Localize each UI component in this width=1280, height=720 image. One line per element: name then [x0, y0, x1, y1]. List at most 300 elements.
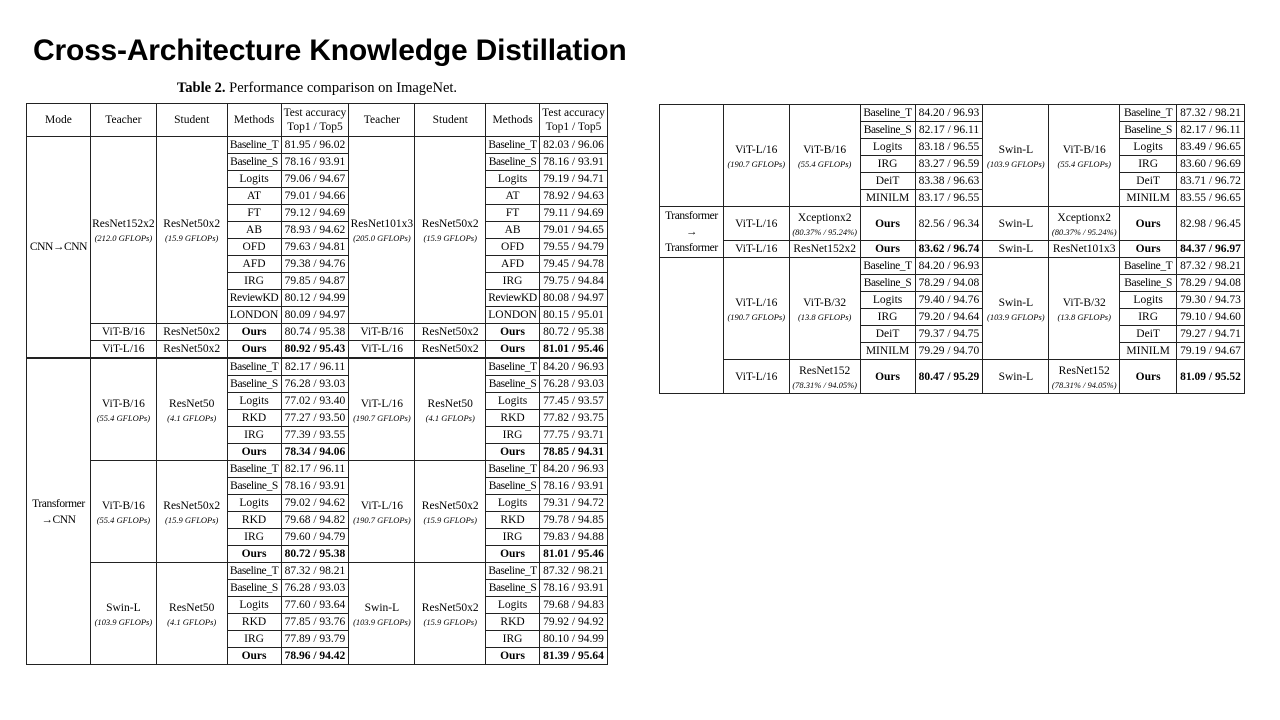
header-mode: Mode	[27, 104, 91, 137]
method-cell: Ours	[486, 546, 540, 563]
student-cell	[415, 137, 486, 324]
accuracy-cell: 79.37 / 94.75	[915, 326, 983, 343]
accuracy-cell: 78.93 / 94.62	[281, 222, 349, 239]
accuracy-cell: 79.63 / 94.81	[281, 239, 349, 256]
accuracy-cell: 79.55 / 94.79	[540, 239, 608, 256]
method-cell: Logits	[860, 292, 915, 309]
teacher-cell: ViT-B/16	[90, 324, 156, 341]
header-accuracy	[281, 104, 349, 137]
teacher-flops: (103.9 GFLOPs)	[987, 158, 1045, 169]
accuracy-cell: 78.16 / 93.91	[540, 478, 608, 495]
method-cell: Ours	[486, 341, 540, 359]
accuracy-cell: 79.68 / 94.82	[281, 512, 349, 529]
method-cell: Baseline_S	[227, 478, 281, 495]
accuracy-cell: 79.85 / 94.87	[281, 273, 349, 290]
method-cell: Baseline_T	[1120, 105, 1177, 122]
student-cell-text: ViT-B/32	[1062, 296, 1106, 309]
method-cell: Logits	[1120, 139, 1177, 156]
teacher-cell	[90, 461, 156, 563]
method-cell: IRG	[860, 309, 915, 326]
mode-line1: Transformer	[32, 497, 85, 510]
table-row	[27, 358, 608, 376]
method-cell: LONDON	[486, 307, 540, 324]
accuracy-cell: 83.17 / 96.55	[915, 190, 983, 207]
table-row	[660, 360, 1245, 394]
teacher-cell	[349, 461, 415, 563]
method-cell: IRG	[227, 529, 281, 546]
student-cell-text: ViT-B/16	[1062, 143, 1106, 156]
student-flops: (4.1 GFLOPs)	[425, 412, 475, 423]
accuracy-cell: 82.03 / 96.06	[540, 137, 608, 154]
accuracy-cell: 83.27 / 96.59	[915, 156, 983, 173]
table-caption-label: Table 2.	[176, 80, 226, 96]
method-cell: Logits	[227, 495, 281, 512]
student-cell-text: ResNet50x2	[163, 218, 221, 230]
accuracy-cell: 76.28 / 93.03	[540, 376, 608, 393]
mode-cell: CNN→CNN	[27, 137, 91, 359]
student-flops: (15.9 GFLOPs)	[165, 233, 219, 243]
student-cell-text: ResNet50	[427, 397, 473, 410]
method-cell: Ours	[1120, 207, 1177, 241]
method-cell: ReviewKD	[486, 290, 540, 307]
teacher-cell: ViT-L/16	[723, 360, 789, 394]
mode-cell-empty	[660, 105, 724, 207]
header-student: Student	[156, 104, 227, 137]
method-cell: Ours	[227, 546, 281, 563]
accuracy-cell: 82.17 / 96.11	[281, 461, 349, 478]
accuracy-cell: 83.62 / 96.74	[915, 241, 983, 258]
method-cell: Ours	[227, 648, 281, 665]
student-cell	[1049, 207, 1120, 241]
accuracy-cell: 79.12 / 94.69	[281, 205, 349, 222]
accuracy-cell: 78.16 / 93.91	[281, 478, 349, 495]
student-cell	[156, 137, 227, 324]
student-cell-text: ViT-B/32	[803, 296, 847, 309]
transformer-transformer-table	[659, 104, 1245, 394]
table-row	[660, 241, 1245, 258]
table-caption	[26, 80, 608, 97]
mode-line2: →CNN	[41, 513, 76, 526]
teacher-cell	[983, 105, 1049, 207]
teacher-cell-text: Swin-L	[998, 143, 1034, 156]
accuracy-cell: 80.12 / 94.99	[281, 290, 349, 307]
method-cell: FT	[486, 205, 540, 222]
teacher-cell	[983, 258, 1049, 360]
accuracy-cell: 79.92 / 94.92	[540, 614, 608, 631]
student-flops: (15.9 GFLOPs)	[423, 514, 477, 525]
accuracy-cell: 79.20 / 94.64	[915, 309, 983, 326]
student-cell	[156, 358, 227, 461]
accuracy-cell: 78.29 / 94.08	[915, 275, 983, 292]
student-cell: ResNet152x2	[789, 241, 860, 258]
method-cell: Baseline_T	[1120, 258, 1177, 275]
accuracy-cell: 79.01 / 94.65	[540, 222, 608, 239]
method-cell: IRG	[486, 631, 540, 648]
accuracy-cell: 81.09 / 95.52	[1177, 360, 1245, 394]
accuracy-cell: 79.60 / 94.79	[281, 529, 349, 546]
accuracy-cell: 87.32 / 98.21	[1177, 105, 1245, 122]
accuracy-cell: 84.37 / 96.97	[1177, 241, 1245, 258]
teacher-flops: (190.7 GFLOPs)	[727, 311, 786, 322]
teacher-cell-text: ResNet101x3	[350, 218, 414, 230]
accuracy-cell: 77.89 / 93.79	[281, 631, 349, 648]
accuracy-cell: 79.83 / 94.88	[540, 529, 608, 546]
method-cell: Baseline_T	[227, 563, 281, 580]
method-cell: AT	[486, 188, 540, 205]
method-cell: DeiT	[1120, 173, 1177, 190]
method-cell: AT	[227, 188, 281, 205]
teacher-flops: (55.4 GFLOPs)	[96, 412, 151, 423]
accuracy-cell: 83.18 / 96.55	[915, 139, 983, 156]
teacher-cell	[349, 358, 415, 461]
method-cell: DeiT	[1120, 326, 1177, 343]
method-cell: Ours	[227, 444, 281, 461]
method-cell: Logits	[227, 393, 281, 410]
method-cell: Ours	[227, 341, 281, 359]
teacher-cell	[90, 563, 156, 665]
method-cell: IRG	[227, 631, 281, 648]
teacher-cell-text: ViT-L/16	[360, 499, 404, 512]
teacher-flops: (55.4 GFLOPs)	[96, 514, 151, 525]
method-cell: Baseline_T	[486, 137, 540, 154]
student-cell: ResNet50x2	[415, 341, 486, 359]
teacher-cell: ViT-L/16	[349, 341, 415, 359]
method-cell: Baseline_S	[227, 154, 281, 171]
method-cell: IRG	[227, 273, 281, 290]
student-flops: (4.1 GFLOPs)	[167, 616, 217, 627]
header-teacher: Teacher	[90, 104, 156, 137]
method-cell: IRG	[1120, 309, 1177, 326]
accuracy-cell: 79.78 / 94.85	[540, 512, 608, 529]
student-flops: (15.9 GFLOPs)	[423, 233, 477, 243]
accuracy-cell: 87.32 / 98.21	[281, 563, 349, 580]
student-acc: (78.31% / 94.05%)	[1051, 379, 1117, 390]
teacher-cell	[349, 563, 415, 665]
teacher-cell-text: Swin-L	[106, 601, 141, 614]
method-cell: IRG	[227, 427, 281, 444]
teacher-cell: ViT-L/16	[723, 241, 789, 258]
imagenet-comparison-table	[26, 103, 608, 665]
method-cell: AFD	[486, 256, 540, 273]
accuracy-cell: 83.71 / 96.72	[1177, 173, 1245, 190]
method-cell: Baseline_T	[227, 137, 281, 154]
method-cell: Logits	[486, 171, 540, 188]
teacher-cell: ViT-B/16	[349, 324, 415, 341]
method-cell: Baseline_S	[486, 154, 540, 171]
teacher-cell	[90, 358, 156, 461]
accuracy-cell: 79.10 / 94.60	[1177, 309, 1245, 326]
teacher-cell	[90, 137, 156, 324]
method-cell: RKD	[227, 410, 281, 427]
teacher-cell-text: ViT-L/16	[735, 143, 778, 156]
method-cell: RKD	[227, 512, 281, 529]
teacher-cell	[349, 137, 415, 324]
table-row	[660, 258, 1245, 275]
accuracy-cell: 76.28 / 93.03	[281, 376, 349, 393]
teacher-cell-text: ViT-B/16	[101, 397, 145, 410]
accuracy-cell: 82.56 / 96.34	[915, 207, 983, 241]
method-cell: IRG	[1120, 156, 1177, 173]
method-cell: Ours	[860, 360, 915, 394]
method-cell: Ours	[1120, 360, 1177, 394]
accuracy-cell: 82.98 / 96.45	[1177, 207, 1245, 241]
teacher-cell: ViT-L/16	[90, 341, 156, 359]
accuracy-cell: 87.32 / 98.21	[540, 563, 608, 580]
method-cell: RKD	[486, 512, 540, 529]
method-cell: Baseline_S	[860, 122, 915, 139]
student-cell-text: ResNet152	[799, 364, 851, 377]
student-flops: (4.1 GFLOPs)	[167, 412, 217, 423]
method-cell: AB	[227, 222, 281, 239]
table-row	[27, 137, 608, 154]
accuracy-cell: 79.31 / 94.72	[540, 495, 608, 512]
accuracy-cell: 84.20 / 96.93	[540, 461, 608, 478]
mode-cell	[27, 358, 91, 665]
teacher-cell-text: Swin-L	[998, 296, 1034, 309]
method-cell: Baseline_T	[486, 563, 540, 580]
mode-line2: →	[685, 226, 697, 238]
header-accuracy-line1: Test accuracy	[283, 107, 347, 119]
method-cell: LONDON	[227, 307, 281, 324]
method-cell: Ours	[1120, 241, 1177, 258]
accuracy-cell: 78.96 / 94.42	[281, 648, 349, 665]
accuracy-cell: 79.06 / 94.67	[281, 171, 349, 188]
student-cell	[1049, 105, 1120, 207]
method-cell: OFD	[486, 239, 540, 256]
method-cell: MINILM	[1120, 190, 1177, 207]
table-row	[27, 324, 608, 341]
accuracy-cell: 80.08 / 94.97	[540, 290, 608, 307]
method-cell: ReviewKD	[227, 290, 281, 307]
method-cell: Baseline_S	[1120, 122, 1177, 139]
teacher-cell: ViT-L/16	[723, 207, 789, 241]
accuracy-cell: 79.01 / 94.66	[281, 188, 349, 205]
student-cell	[1049, 258, 1120, 360]
method-cell: IRG	[486, 529, 540, 546]
teacher-cell	[723, 258, 789, 360]
student-flops: (13.8 GFLOPs)	[1057, 311, 1111, 322]
student-cell	[415, 461, 486, 563]
header-accuracy	[540, 104, 608, 137]
student-cell-text: ResNet50	[169, 397, 215, 410]
table-header-row	[27, 104, 608, 137]
accuracy-cell: 77.45 / 93.57	[540, 393, 608, 410]
method-cell: OFD	[227, 239, 281, 256]
student-cell	[789, 360, 860, 394]
table-row	[27, 341, 608, 359]
teacher-cell-text: Swin-L	[364, 601, 400, 614]
accuracy-cell: 78.16 / 93.91	[540, 154, 608, 171]
accuracy-cell: 79.27 / 94.71	[1177, 326, 1245, 343]
student-flops: (15.9 GFLOPs)	[165, 514, 219, 525]
teacher-flops: (190.7 GFLOPs)	[727, 158, 786, 169]
method-cell: Ours	[486, 324, 540, 341]
student-flops: (15.9 GFLOPs)	[423, 616, 477, 627]
student-flops: (55.4 GFLOPs)	[797, 158, 852, 169]
accuracy-cell: 81.01 / 95.46	[540, 546, 608, 563]
header-accuracy-line1: Test accuracy	[542, 107, 605, 119]
header-accuracy-line2: Top1 / Top5	[545, 121, 602, 133]
accuracy-cell: 79.75 / 94.84	[540, 273, 608, 290]
student-cell-text: ViT-B/16	[803, 143, 847, 156]
student-cell: ResNet50x2	[156, 324, 227, 341]
method-cell: Logits	[1120, 292, 1177, 309]
teacher-flops: (205.0 GFLOPs)	[353, 233, 411, 243]
accuracy-cell: 78.16 / 93.91	[281, 154, 349, 171]
table-caption-text: Performance comparison on ImageNet.	[225, 80, 458, 96]
method-cell: DeiT	[860, 173, 915, 190]
student-cell	[789, 258, 860, 360]
method-cell: FT	[227, 205, 281, 222]
method-cell: Logits	[860, 139, 915, 156]
mode-line1: Transformer	[665, 210, 718, 222]
table-row	[660, 207, 1245, 241]
method-cell: IRG	[860, 156, 915, 173]
accuracy-cell: 78.85 / 94.31	[540, 444, 608, 461]
method-cell: RKD	[486, 614, 540, 631]
accuracy-cell: 82.17 / 96.11	[1177, 122, 1245, 139]
student-cell	[415, 563, 486, 665]
accuracy-cell: 77.82 / 93.75	[540, 410, 608, 427]
method-cell: AB	[486, 222, 540, 239]
method-cell: Baseline_T	[227, 461, 281, 478]
accuracy-cell: 77.60 / 93.64	[281, 597, 349, 614]
method-cell: MINILM	[1120, 343, 1177, 360]
accuracy-cell: 80.74 / 95.38	[281, 324, 349, 341]
method-cell: Baseline_T	[486, 461, 540, 478]
accuracy-cell: 79.19 / 94.71	[540, 171, 608, 188]
method-cell: Baseline_S	[486, 580, 540, 597]
accuracy-cell: 77.27 / 93.50	[281, 410, 349, 427]
method-cell: IRG	[486, 427, 540, 444]
accuracy-cell: 77.02 / 93.40	[281, 393, 349, 410]
method-cell: Baseline_T	[227, 358, 281, 376]
student-cell-text: ResNet50x2	[421, 499, 479, 512]
teacher-cell-text: ViT-L/16	[735, 296, 778, 309]
teacher-cell: Swin-L	[983, 241, 1049, 258]
method-cell: RKD	[227, 614, 281, 631]
slide-title: Cross-Architecture Knowledge Distillation	[33, 34, 627, 67]
header-accuracy-line2: Top1 / Top5	[287, 121, 343, 133]
accuracy-cell: 78.92 / 94.63	[540, 188, 608, 205]
method-cell: AFD	[227, 256, 281, 273]
student-cell-text: ResNet50	[169, 601, 215, 614]
teacher-cell-text: ViT-L/16	[360, 397, 404, 410]
teacher-flops: (212.0 GFLOPs)	[94, 233, 153, 243]
method-cell: Baseline_S	[486, 376, 540, 393]
method-cell: Logits	[227, 171, 281, 188]
header-student: Student	[415, 104, 486, 137]
student-cell: ResNet50x2	[415, 324, 486, 341]
student-cell	[789, 207, 860, 241]
teacher-cell	[723, 105, 789, 207]
accuracy-cell: 83.49 / 96.65	[1177, 139, 1245, 156]
accuracy-cell: 79.11 / 94.69	[540, 205, 608, 222]
student-cell-text: Xceptionx2	[1057, 211, 1112, 224]
table-row	[27, 563, 608, 580]
method-cell: Ours	[486, 444, 540, 461]
accuracy-cell: 76.28 / 93.03	[281, 580, 349, 597]
student-cell-text: ResNet50x2	[163, 499, 221, 512]
accuracy-cell: 84.20 / 96.93	[915, 105, 983, 122]
accuracy-cell: 77.75 / 93.71	[540, 427, 608, 444]
accuracy-cell: 77.39 / 93.55	[281, 427, 349, 444]
accuracy-cell: 77.85 / 93.76	[281, 614, 349, 631]
teacher-cell: Swin-L	[983, 360, 1049, 394]
method-cell: RKD	[486, 410, 540, 427]
accuracy-cell: 84.20 / 96.93	[915, 258, 983, 275]
accuracy-cell: 83.38 / 96.63	[915, 173, 983, 190]
teacher-flops: (190.7 GFLOPs)	[353, 514, 411, 525]
method-cell: Logits	[486, 495, 540, 512]
student-acc: (80.37% / 95.24%)	[792, 226, 857, 237]
method-cell: Baseline_S	[1120, 275, 1177, 292]
accuracy-cell: 83.55 / 96.65	[1177, 190, 1245, 207]
student-cell-text: ResNet50x2	[421, 218, 479, 230]
method-cell: Logits	[486, 393, 540, 410]
accuracy-cell: 79.30 / 94.73	[1177, 292, 1245, 309]
method-cell: Baseline_S	[860, 275, 915, 292]
method-cell: Baseline_T	[860, 105, 915, 122]
accuracy-cell: 87.32 / 98.21	[1177, 258, 1245, 275]
student-flops: (13.8 GFLOPs)	[797, 311, 852, 322]
student-flops: (55.4 GFLOPs)	[1057, 158, 1111, 169]
accuracy-cell: 79.29 / 94.70	[915, 343, 983, 360]
student-cell	[789, 105, 860, 207]
mode-cell-empty	[660, 258, 724, 394]
teacher-flops: (190.7 GFLOPs)	[353, 412, 411, 423]
student-cell	[156, 461, 227, 563]
accuracy-cell: 80.72 / 95.38	[281, 546, 349, 563]
student-cell-text: Xceptionx2	[797, 211, 852, 224]
method-cell: Baseline_S	[227, 376, 281, 393]
accuracy-cell: 79.19 / 94.67	[1177, 343, 1245, 360]
method-cell: Ours	[227, 324, 281, 341]
method-cell: IRG	[486, 273, 540, 290]
method-cell: Logits	[486, 597, 540, 614]
accuracy-cell: 82.17 / 96.11	[281, 358, 349, 376]
student-cell	[156, 563, 227, 665]
student-cell: ResNet101x3	[1049, 241, 1120, 258]
student-cell-text: ResNet152	[1058, 364, 1110, 377]
header-methods: Methods	[486, 104, 540, 137]
student-acc: (78.31% / 94.05%)	[792, 379, 857, 390]
mode-cell	[660, 207, 724, 258]
method-cell: MINILM	[860, 190, 915, 207]
accuracy-cell: 80.72 / 95.38	[540, 324, 608, 341]
student-cell	[1049, 360, 1120, 394]
method-cell: Baseline_S	[486, 478, 540, 495]
student-acc: (80.37% / 95.24%)	[1051, 226, 1117, 237]
accuracy-cell: 78.29 / 94.08	[1177, 275, 1245, 292]
teacher-cell-text: ResNet152x2	[92, 218, 155, 230]
accuracy-cell: 80.09 / 94.97	[281, 307, 349, 324]
accuracy-cell: 81.39 / 95.64	[540, 648, 608, 665]
accuracy-cell: 79.40 / 94.76	[915, 292, 983, 309]
accuracy-cell: 82.17 / 96.11	[915, 122, 983, 139]
accuracy-cell: 79.02 / 94.62	[281, 495, 349, 512]
student-cell	[415, 358, 486, 461]
accuracy-cell: 79.68 / 94.83	[540, 597, 608, 614]
method-cell: Baseline_T	[486, 358, 540, 376]
accuracy-cell: 80.47 / 95.29	[915, 360, 983, 394]
accuracy-cell: 80.15 / 95.01	[540, 307, 608, 324]
table-row	[660, 105, 1245, 122]
accuracy-cell: 78.16 / 93.91	[540, 580, 608, 597]
accuracy-cell: 79.45 / 94.78	[540, 256, 608, 273]
teacher-flops: (103.9 GFLOPs)	[353, 616, 411, 627]
accuracy-cell: 84.20 / 96.93	[540, 358, 608, 376]
